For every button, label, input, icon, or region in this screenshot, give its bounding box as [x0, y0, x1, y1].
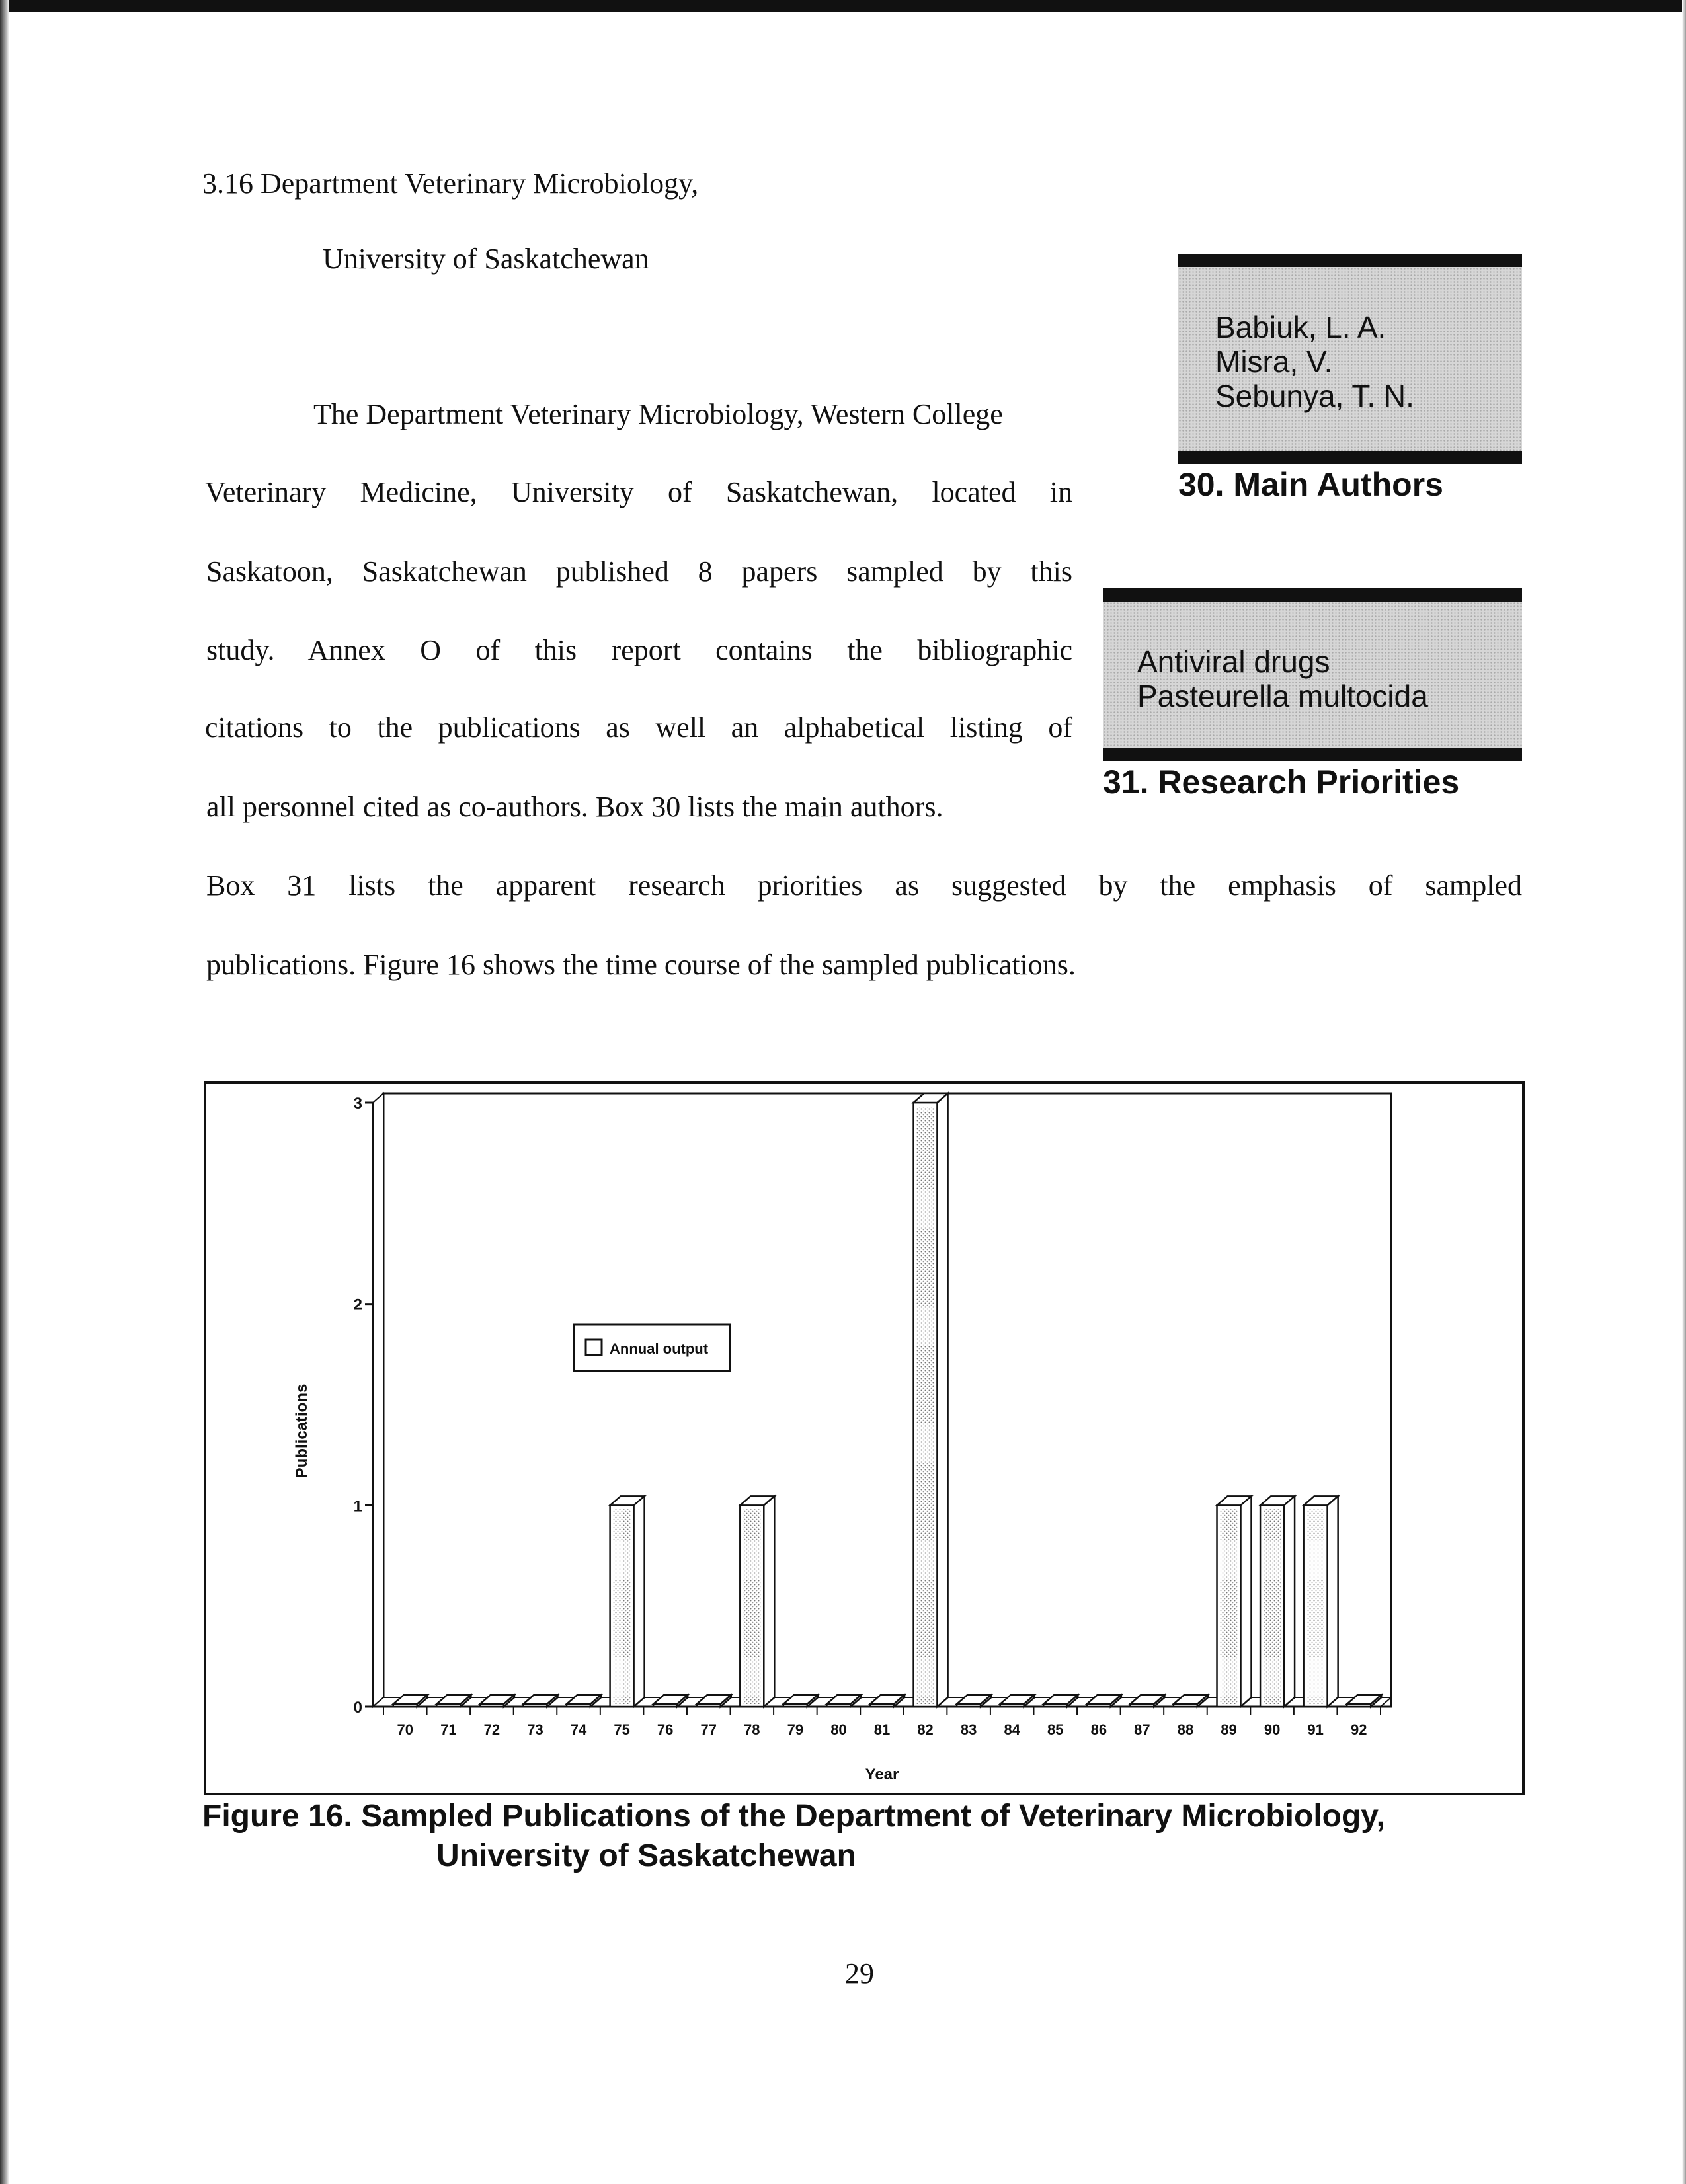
- y-tick-label: 1: [353, 1497, 362, 1516]
- figure-caption-line-1: Figure 16. Sampled Publications of the Department of Veterinary Microbiology,: [202, 1799, 1385, 1834]
- x-tick-label: 85: [1047, 1721, 1064, 1738]
- paragraph-line-8: publications. Figure 16 shows the time course of the sampled publications.: [206, 949, 1076, 981]
- x-tick-label: 77: [700, 1721, 717, 1738]
- figure-frame: [204, 1081, 1525, 1795]
- bar-side: [1328, 1496, 1338, 1707]
- scan-top-rule: [0, 0, 1686, 12]
- y-tick-label: 3: [353, 1095, 362, 1112]
- x-tick-label: 90: [1264, 1721, 1281, 1738]
- section-subheading: University of Saskatchewan: [323, 243, 649, 275]
- bar-pattern: [1264, 1509, 1281, 1704]
- bar-side: [1241, 1496, 1252, 1707]
- priority-entry: Antiviral drugs: [1137, 644, 1330, 679]
- legend-label: Annual output: [610, 1341, 709, 1357]
- x-tick-label: 72: [483, 1721, 501, 1738]
- page-number: 29: [845, 1957, 874, 1990]
- x-tick-label: 70: [397, 1721, 414, 1738]
- figure-caption-line-2: University of Saskatchewan: [436, 1838, 856, 1873]
- bar-pattern: [1307, 1509, 1324, 1704]
- y-axis-wall: [373, 1093, 383, 1707]
- x-tick-label: 73: [527, 1721, 543, 1738]
- paragraph-line-2: Veterinary Medicine, University of Saskatchewan, located in: [205, 476, 1072, 508]
- x-tick-label: 76: [657, 1721, 674, 1738]
- x-tick-label: 75: [614, 1721, 630, 1738]
- x-tick-label: 91: [1307, 1721, 1324, 1738]
- legend-swatch: [586, 1339, 602, 1355]
- paragraph-line-6: all personnel cited as co-authors. Box 30 lists the main authors.: [206, 791, 943, 823]
- bar-side: [634, 1496, 645, 1707]
- bar-pattern: [917, 1107, 934, 1704]
- author-entry: Sebunya, T. N.: [1215, 379, 1414, 413]
- x-tick-label: 81: [873, 1721, 891, 1738]
- y-tick-label: 2: [353, 1296, 362, 1314]
- y-tick-label: 0: [353, 1699, 362, 1717]
- y-axis-title: Publications: [293, 1384, 311, 1479]
- scan-right-edge: [1682, 0, 1686, 2184]
- x-tick-label: 82: [917, 1721, 934, 1738]
- bar-pattern: [743, 1509, 760, 1704]
- scan-left-edge: [0, 0, 9, 2184]
- research-priorities-box: [1103, 588, 1522, 761]
- bar-pattern: [1221, 1509, 1238, 1704]
- bar-side: [1284, 1496, 1295, 1707]
- x-tick-label: 83: [960, 1721, 977, 1738]
- x-tick-label: 86: [1090, 1721, 1107, 1738]
- bar-side: [764, 1496, 774, 1707]
- author-entry: Misra, V.: [1215, 344, 1333, 379]
- paragraph-line-3: Saskatoon, Saskatchewan published 8 papers sampled by this: [206, 555, 1072, 588]
- x-tick-label: 74: [570, 1721, 587, 1738]
- paragraph-line-1: The Department Veterinary Microbiology, Western College: [313, 398, 1003, 430]
- x-tick-label: 84: [1004, 1721, 1020, 1738]
- research-priorities-caption: 31. Research Priorities: [1103, 763, 1460, 800]
- x-tick-label: 92: [1350, 1721, 1367, 1738]
- x-axis-title: Year: [865, 1766, 899, 1783]
- paragraph-line-7: Box 31 lists the apparent research priorities as suggested by the emphasis of sampled: [206, 869, 1522, 902]
- priority-entry: Pasteurella multocida: [1137, 679, 1428, 713]
- x-tick-label: 71: [440, 1721, 457, 1738]
- x-tick-label: 88: [1177, 1721, 1194, 1738]
- bar-side: [938, 1093, 948, 1707]
- x-tick-label: 89: [1221, 1721, 1237, 1738]
- main-authors-caption: 30. Main Authors: [1178, 466, 1443, 503]
- x-tick-label: 79: [787, 1721, 804, 1738]
- section-heading: 3.16 Department Veterinary Microbiology,: [202, 167, 699, 200]
- x-tick-label: 87: [1134, 1721, 1150, 1738]
- paragraph-line-4: study. Annex O of this report contains the bibliographic: [206, 634, 1072, 666]
- bar-pattern: [614, 1509, 631, 1704]
- paragraph-line-5: citations to the publications as well an alphabetical listing of: [205, 711, 1072, 744]
- x-tick-label: 80: [830, 1721, 847, 1738]
- x-tick-label: 78: [744, 1721, 760, 1738]
- author-entry: Babiuk, L. A.: [1215, 310, 1386, 344]
- publications-bar-chart: [206, 1084, 1522, 1793]
- main-authors-box: [1178, 254, 1522, 464]
